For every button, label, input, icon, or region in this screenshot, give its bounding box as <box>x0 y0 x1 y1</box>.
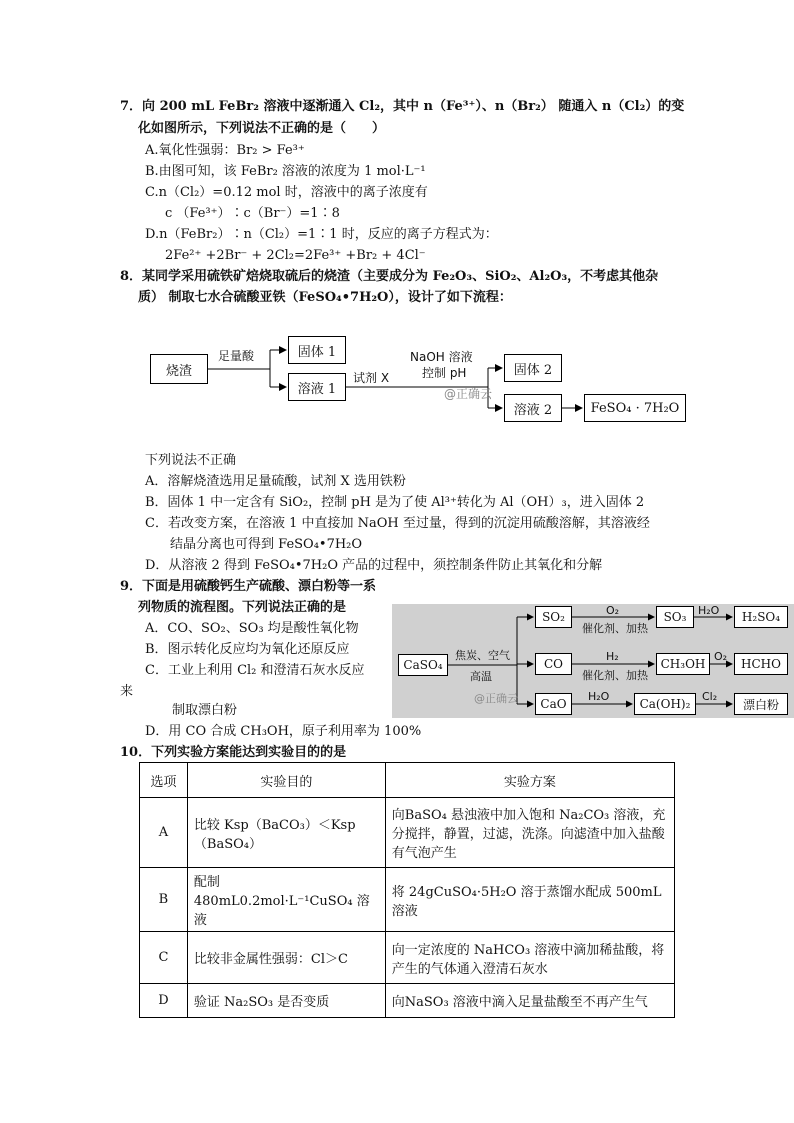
flow-box-solid1: 固体 1 <box>288 336 346 364</box>
table-header-option: 选项 <box>140 763 188 798</box>
q9-option-c-line2: 制取漂白粉 <box>172 703 238 718</box>
flow2-label-catalyst1: 催化剂、加热 <box>582 622 648 635</box>
table-row <box>140 932 675 984</box>
table-cell-option: B <box>140 868 188 932</box>
table-header-plan: 实验方案 <box>385 763 674 798</box>
flow2-label-catalyst2: 催化剂、加热 <box>582 669 648 682</box>
q8-option-a: A．溶解烧渣选用足量硫酸，试剂 X 选用铁粉 <box>145 474 406 489</box>
flow-box-product: FeSO₄ · 7H₂O <box>584 394 686 422</box>
flow-label-acid: 足量酸 <box>218 349 255 363</box>
q9-option-b: B．图示转化反应均为氧化还原反应 <box>145 642 350 657</box>
q7-option-c-line2: c （Fe³⁺）∶c（Br⁻）=1∶8 <box>165 206 340 221</box>
flow2-label-h2o2: H₂O <box>588 690 610 703</box>
q7-option-a: A.氧化性强弱：Br₂ > Fe³⁺ <box>145 143 305 158</box>
table-row <box>140 868 675 932</box>
q8-lead: 下列说法不正确 <box>145 453 237 468</box>
table-cell-plan: 向NaSO₃ 溶液中滴入足量盐酸至不再产生气 <box>385 984 674 1018</box>
flow2-box-so2: SO₂ <box>535 606 572 628</box>
q9-option-a: A．CO、SO₂、SO₃ 均是酸性氧化物 <box>145 621 359 636</box>
table-cell-goal: 验证 Na₂SO₃ 是否变质 <box>187 984 385 1018</box>
q9-option-d: D．用 CO 合成 CH₃OH，原子利用率为 100% <box>145 724 422 739</box>
q7-option-d-line1: D.n（FeBr₂）∶n（Cl₂）=1∶1 时，反应的离子方程式为： <box>145 227 498 242</box>
q9-flowchart <box>392 604 794 718</box>
q7-stem-line2: 化如图所示，下列说法不正确的是（ ） <box>138 121 386 136</box>
flow2-watermark: @正确云 <box>474 692 518 705</box>
flow-box-slag: 烧渣 <box>150 354 208 384</box>
flow2-label-h2: H₂ <box>606 650 619 663</box>
flow2-box-caso4: CaSO₄ <box>398 654 448 676</box>
flow-label-ph: 控制 pH <box>422 366 467 380</box>
table-row <box>140 798 675 868</box>
q7-option-d-line2: 2Fe²⁺ +2Br⁻ + 2Cl₂=2Fe³⁺ +Br₂ + 4Cl⁻ <box>165 248 426 263</box>
q10-stem: 10．下列实验方案能达到实验目的的是 <box>120 745 347 760</box>
q8-option-c-line1: C．若改变方案，在溶液 1 中直接加 NaOH 至过量，得到的沉淀用硫酸溶解，其溶液经 <box>145 516 650 531</box>
table-cell-goal: 配制 480mL0.2mol·L⁻¹CuSO₄ 溶液 <box>187 868 385 932</box>
flow2-label-coke-air: 焦炭、空气 <box>455 649 510 662</box>
flow2-label-high-temp: 高温 <box>470 670 492 683</box>
flow2-box-h2so4: H₂SO₄ <box>734 606 788 628</box>
flow2-label-h2o1: H₂O <box>698 604 720 617</box>
flow2-label-o2b: O₂ <box>714 650 728 663</box>
flow2-box-hcho: HCHO <box>734 653 788 675</box>
q8-option-c-line2: 结晶分离也可得到 FeSO₄•7H₂O <box>170 537 363 552</box>
table-cell-plan: 将 24gCuSO₄·5H₂O 溶于蒸馏水配成 500mL 溶液 <box>385 868 674 932</box>
table-cell-goal: 比较非金属性强弱：Cl＞C <box>187 932 385 984</box>
flow2-box-bleach: 漂白粉 <box>734 693 788 715</box>
table-cell-option: D <box>140 984 188 1018</box>
flow-label-naoh: NaOH 溶液 <box>410 350 473 364</box>
q8-flowchart <box>148 330 688 430</box>
flow-box-solution2: 溶液 2 <box>504 394 562 422</box>
flow-label-reagent-x: 试剂 X <box>353 371 390 385</box>
flow2-box-co: CO <box>535 653 572 675</box>
q7-option-c-line1: C.n（Cl₂）=0.12 mol 时，溶液中的离子浓度有 <box>145 185 428 200</box>
flow2-box-caoh2: Ca(OH)₂ <box>634 693 696 715</box>
flow2-box-ch3oh: CH₃OH <box>656 653 710 675</box>
flow-watermark: @正确云 <box>444 387 493 401</box>
table-cell-option: C <box>140 932 188 984</box>
q9-option-c-line1: C．工业上利用 Cl₂ 和澄清石灰水反应 <box>145 663 365 678</box>
q8-stem-line1: 8．某同学采用硫铁矿焙烧取硫后的烧渣（主要成分为 Fe₂O₃、SiO₂、Al₂O₃，不考虑其他杂 <box>120 269 659 284</box>
flow-box-solution1: 溶液 1 <box>288 373 346 401</box>
flow2-box-cao: CaO <box>535 693 572 715</box>
q10-table <box>139 762 675 1018</box>
q8-option-d: D．从溶液 2 得到 FeSO₄•7H₂O 产品的过程中，须控制条件防止其氧化和分解 <box>145 558 603 573</box>
q9-stem-line2: 列物质的流程图。下列说法正确的是 <box>138 600 347 615</box>
table-cell-plan: 向BaSO₄ 悬浊液中加入饱和 Na₂CO₃ 溶液，充分搅拌，静置，过滤，洗涤。向滤渣中加入盐酸有气泡产生 <box>385 798 674 868</box>
q9-option-c-wrap: 来 <box>120 684 134 699</box>
flow-box-solid2: 固体 2 <box>504 354 562 382</box>
table-cell-option: A <box>140 798 188 868</box>
q7-stem-line1: 7．向 200 mL FeBr₂ 溶液中逐渐通入 Cl₂，其中 n（Fe³⁺）、n（Br₂） 随通入 n（Cl₂）的变 <box>120 99 685 114</box>
table-row <box>140 984 675 1018</box>
table-cell-plan: 向一定浓度的 NaHCO₃ 溶液中滴加稀盐酸，将产生的气体通入澄清石灰水 <box>385 932 674 984</box>
table-cell-goal: 比较 Ksp（BaCO₃）＜Ksp（BaSO₄） <box>187 798 385 868</box>
q7-option-b: B.由图可知，该 FeBr₂ 溶液的浓度为 1 mol·L⁻¹ <box>145 164 426 179</box>
flow2-label-cl2: Cl₂ <box>702 690 718 703</box>
table-header-goal: 实验目的 <box>187 763 385 798</box>
table-header-row <box>140 763 675 798</box>
q9-stem-line1: 9．下面是用硫酸钙生产硫酸、漂白粉等一系 <box>120 579 377 594</box>
q8-option-b: B．固体 1 中一定含有 SiO₂，控制 pH 是为了使 Al³⁺转化为 Al（OH）₃，进入固体 2 <box>145 495 645 510</box>
q8-stem-line2: 质） 制取七水合硫酸亚铁（FeSO₄•7H₂O），设计了如下流程： <box>138 290 512 305</box>
flow2-label-o2: O₂ <box>606 604 620 617</box>
flow2-box-so3: SO₃ <box>656 606 694 628</box>
